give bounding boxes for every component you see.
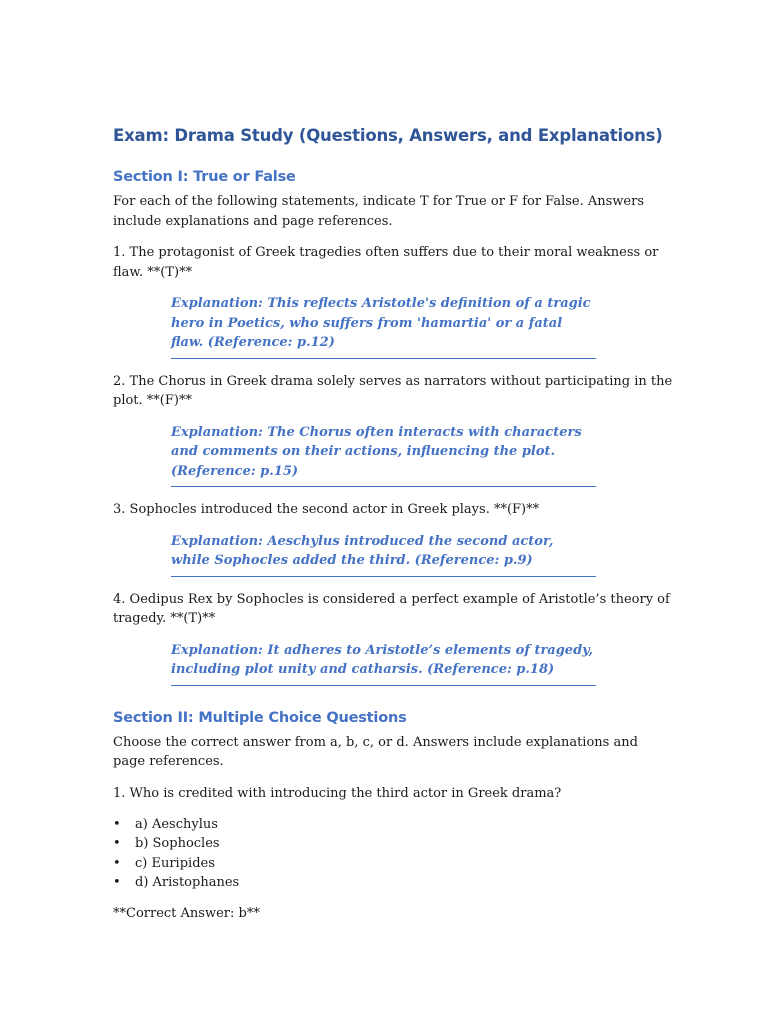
- answer-option: [113, 834, 673, 853]
- question-text: 2. The Chorus in Greek drama solely serves as narrators without participating in the plot. **(F)**: [113, 373, 673, 408]
- correct-answer: **Correct Answer: b**: [113, 906, 260, 922]
- explanation-box: Explanation: It adheres to Aristotle’s elements of tragedy, including plot unity and catharsis. (Reference: p.18): [171, 641, 596, 686]
- option-label: d) Aristophanes: [135, 874, 240, 890]
- document-page: [113, 124, 673, 936]
- section-multiple-choice: [113, 708, 673, 924]
- answer-option: [113, 854, 673, 873]
- explanation-box: Explanation: Aeschylus introduced the second actor, while Sophocles added the third. (Reference: p.9): [171, 532, 596, 577]
- bullet-icon: •: [113, 817, 121, 832]
- question-text: 1. The protagonist of Greek tragedies often suffers due to their moral weakness or flaw. **(T)**: [113, 245, 659, 280]
- bullet-icon: •: [113, 855, 121, 871]
- answer-options-list: [113, 815, 673, 892]
- bullet-icon: •: [113, 874, 121, 890]
- explanation-box: Explanation: The Chorus often interacts with characters and comments on their actions, influencing the plot. (Reference: p.15): [171, 423, 596, 488]
- question-text: 3. Sophocles introduced the second actor in Greek plays. **(F)**: [113, 502, 540, 517]
- section-heading: Section I: True or False: [113, 169, 296, 185]
- bullet-icon: •: [113, 836, 121, 852]
- option-label: c) Euripides: [135, 855, 215, 871]
- section-heading: Section II: Multiple Choice Questions: [113, 709, 407, 726]
- answer-option: [113, 873, 673, 892]
- section-intro: Choose the correct answer from a, b, c, or d. Answers include explanations and page references.: [113, 734, 638, 769]
- answer-option: [113, 815, 673, 834]
- section-true-false: [113, 167, 673, 686]
- option-label: b) Sophocles: [135, 836, 220, 852]
- question-text: 4. Oedipus Rex by Sophocles is considered a perfect example of Aristotle’s theory of tragedy. **(T)**: [113, 591, 670, 626]
- document-title: Exam: Drama Study (Questions, Answers, and Explanations): [113, 126, 663, 145]
- option-label: a) Aeschylus: [135, 817, 218, 832]
- section-intro: For each of the following statements, indicate T for True or F for False. Answers include explanations and page references.: [113, 194, 645, 229]
- question-text: 1. Who is credited with introducing the third actor in Greek drama?: [113, 785, 562, 801]
- explanation-box: Explanation: This reflects Aristotle's definition of a tragic hero in Poetics, who suffers from 'hamartia' or a fatal flaw. (Reference: p.12): [171, 294, 596, 359]
